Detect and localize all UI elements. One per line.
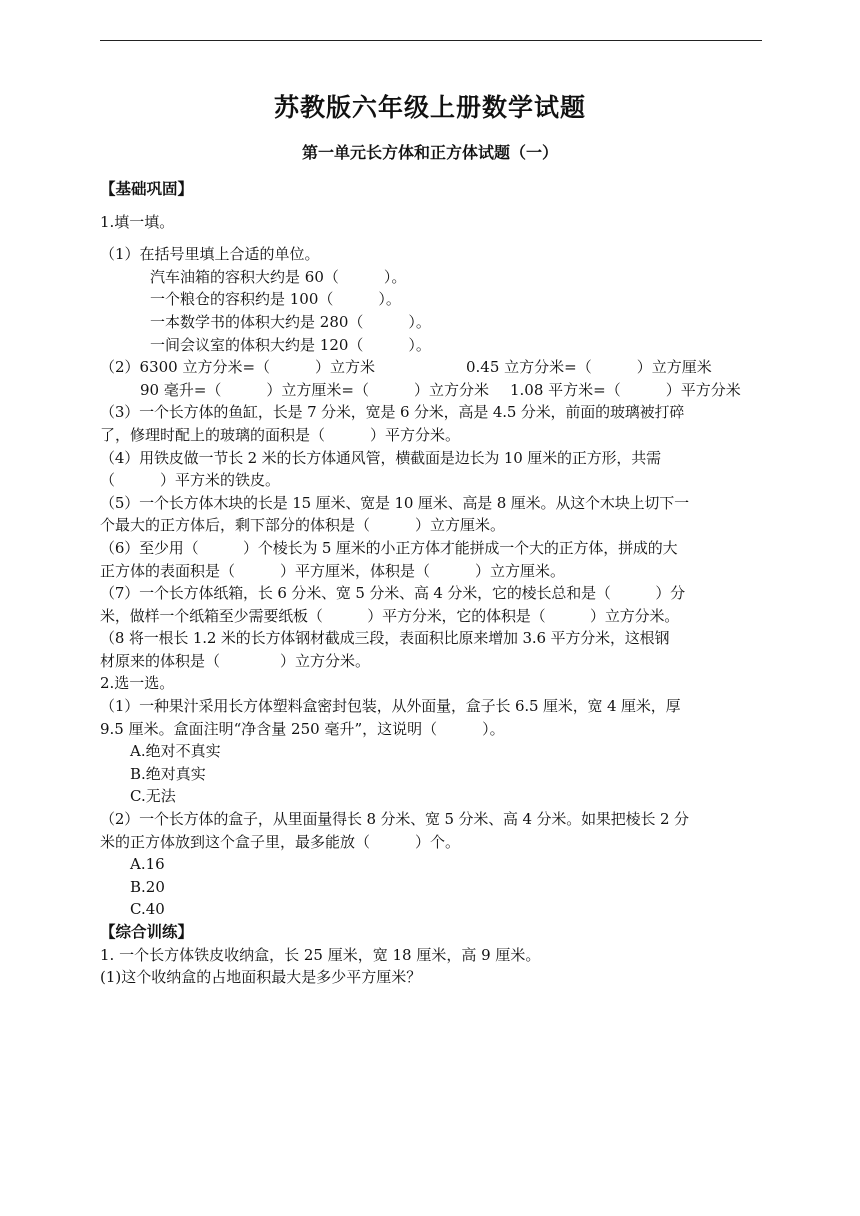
unit-blank-item: 一本数学书的体积大约是 280（ ）。 [150, 312, 431, 331]
page-title: 苏教版六年级上册数学试题 [273, 93, 586, 122]
question-text-line: （5）一个长方体木块的长是 15 厘米、宽是 10 厘米、高是 8 厘米。从这个木块上切下一 [100, 493, 689, 512]
question-text-line: 材原来的体积是（ ）立方分米。 [100, 651, 371, 670]
choice-option: C.40 [130, 900, 165, 919]
page-subtitle: 第一单元长方体和正方体试题（一） [301, 143, 558, 162]
question-1-title: 1.填一填。 [100, 212, 175, 231]
choice-option: A.绝对不真实 [130, 742, 221, 761]
header-rule [100, 40, 762, 41]
question-2-title: 2.选一选。 [100, 674, 175, 693]
question-text-line: 正方体的表面积是（ ）平方厘米，体积是（ ）立方厘米。 [100, 561, 566, 580]
worksheet-body [100, 178, 764, 989]
problem-1: 1. 一个长方体铁皮收纳盒，长 25 厘米，宽 18 厘米，高 9 厘米。 [100, 945, 541, 964]
unit-blank-item: 一间会议室的体积大约是 120（ ）。 [150, 335, 431, 354]
conversion-item: （2）6300 立方分米=（ ）立方米 [100, 358, 376, 377]
question-text-line: （4）用铁皮做一节长 2 米的长方体通风管，横截面是边长为 10 厘米的正方形，共需 [100, 448, 661, 467]
question-text-line: 了，修理时配上的玻璃的面积是（ ）平方分米。 [100, 425, 461, 444]
conversion-item: 0.45 立方分米=（ ）立方厘米 [466, 358, 712, 377]
question-text-line: 米，做样一个纸箱至少需要纸板（ ）平方分米，它的体积是（ ）立方分米。 [100, 606, 680, 625]
question-text-line: （7）一个长方体纸箱，长 6 分米、宽 5 分米、高 4 分米，它的棱长总和是（ ）分 [100, 584, 686, 603]
question-1-1-intro: （1）在括号里填上合适的单位。 [100, 245, 320, 264]
question-text-line: （8 将一根长 1.2 米的长方体钢材截成三段，表面积比原来增加 3.6 平方分米，这根钢 [100, 629, 670, 648]
choice-option: C.无法 [130, 787, 176, 806]
unit-blank-item: 一个粮仓的容积约是 100（ ）。 [150, 290, 401, 309]
question-text-line: 米的正方体放到这个盒子里，最多能放（ ）个。 [100, 832, 461, 851]
choice-option: B.20 [130, 877, 165, 896]
question-text-line: （ ）平方米的铁皮。 [100, 471, 281, 490]
unit-blank-item: 汽车油箱的容积大约是 60（ ）。 [150, 267, 407, 286]
question-text-line: 9.5 厘米。盒面注明“净含量 250 毫升”，这说明（ ）。 [100, 719, 505, 738]
question-text-line: （6）至少用（ ）个棱长为 5 厘米的小正方体才能拼成一个大的正方体，拼成的大 [100, 538, 678, 557]
choice-option: A.16 [130, 855, 165, 874]
question-text-line: （2）一个长方体的盒子，从里面量得长 8 分米、宽 5 分米、高 4 分米。如果把棱长 2 分 [100, 810, 689, 829]
problem-1-1: (1)这个收纳盒的占地面积最大是多少平方厘米？ [100, 968, 422, 987]
question-text-line: （1）一种果汁采用长方体塑料盒密封包装，从外面量，盒子长 6.5 厘米，宽 4 厘米，厚 [100, 697, 681, 716]
question-text-line: 个最大的正方体后，剩下部分的体积是（ ）立方厘米。 [100, 516, 506, 535]
section-heading-practice: 【综合训练】 [100, 922, 194, 941]
conversion-item: 90 毫升=（ ）立方厘米=（ ）立方分米 [140, 380, 489, 399]
question-1-2-row-1 [100, 356, 764, 379]
question-1-2-row-2 [100, 379, 764, 402]
section-heading-basics: 【基础巩固】 [100, 179, 194, 198]
conversion-item: 1.08 平方米=（ ）平方分米 [510, 380, 741, 399]
question-text-line: （3）一个长方体的鱼缸，长是 7 分米，宽是 6 分米，高是 4.5 分米，前面的玻璃被打碎 [100, 403, 685, 422]
choice-option: B.绝对真实 [130, 764, 206, 783]
